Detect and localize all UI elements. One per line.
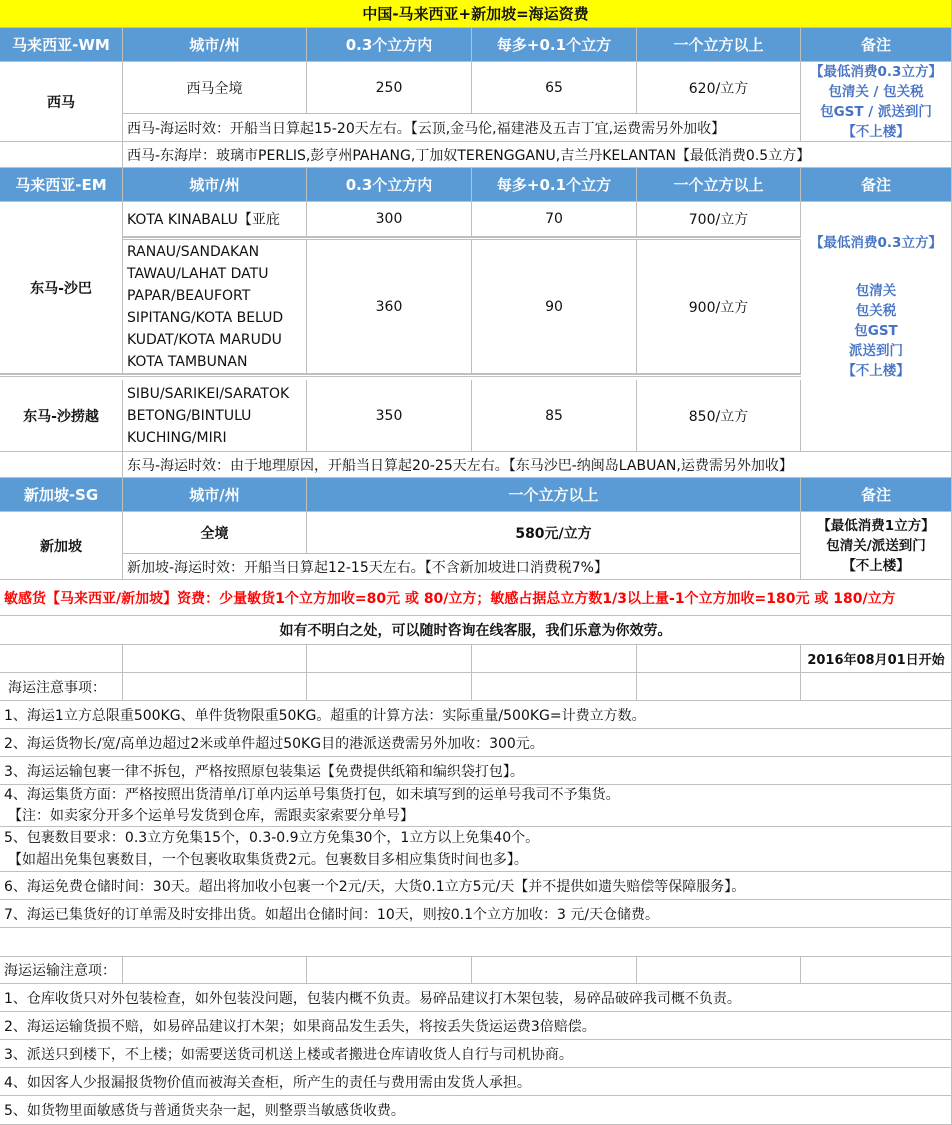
em-row2-price-1cbm: 900/立方 xyxy=(637,240,801,374)
title-row xyxy=(0,0,952,28)
em-row1-price-1cbm: 700/立方 xyxy=(637,202,801,237)
em-row2-city: PAPAR/BEAUFORT xyxy=(127,287,251,304)
wm-timing: 西马-海运时效：开船当日算起15-20天左右。【云顶,金马伦,福建港及五吉丁宜,运费需另外加收】 xyxy=(123,114,801,142)
grid-cell xyxy=(0,928,952,957)
em-row3-price-0.3: 350 xyxy=(307,380,472,452)
note-row xyxy=(0,872,952,900)
sg-price-header: 一个立方以上 xyxy=(307,478,801,512)
notes-title-row xyxy=(0,673,952,701)
sg-price: 580元/立方 xyxy=(307,512,801,554)
note-row xyxy=(0,785,952,827)
empty-row xyxy=(0,928,952,957)
grid-cell xyxy=(472,645,637,673)
wm-header-row xyxy=(0,28,952,62)
wm-note-header: 备注 xyxy=(801,28,952,62)
sg-region-label: 新加坡 xyxy=(0,512,123,580)
transport-title-row xyxy=(0,957,952,984)
wm-east-coast: 西马-东海岸：玻璃市PERLIS,彭亨州PAHANG,丁加奴TERENGGANU,吉兰丹KELANTAN【最低消费0.5立方】 xyxy=(123,142,952,168)
em-row2-city: TAWAU/LAHAT DATU xyxy=(127,265,269,282)
wm-price-1cbm: 620/立方 xyxy=(637,62,801,114)
em-timing: 东马-海运时效：由于地理原因，开船当日算起20-25天左右。【东马沙巴-纳闽岛LABUAN,运费需另外加收】 xyxy=(123,452,952,478)
grid-cell xyxy=(801,673,952,701)
transport-title: 海运运输注意项： xyxy=(0,957,123,984)
sg-region-header: 新加坡-SG xyxy=(0,478,123,512)
em-header-row xyxy=(0,168,952,202)
em-sarawak-label: 东马-沙捞越 xyxy=(0,380,123,452)
em-row1-price-0.3: 300 xyxy=(307,202,472,237)
transport-row xyxy=(0,1096,952,1125)
sg-note-header: 备注 xyxy=(801,478,952,512)
grid-cell xyxy=(472,957,637,984)
transport-row xyxy=(0,984,952,1012)
note-row xyxy=(0,757,952,785)
note-row xyxy=(0,900,952,928)
grid-cell xyxy=(123,957,307,984)
note-line: 【注：如卖家分开多个运单号发货到仓库，需跟卖家索要分单号】 xyxy=(8,807,414,824)
em-note-line: 派送到门 xyxy=(849,342,903,359)
em-body xyxy=(0,202,952,478)
sg-header-row xyxy=(0,478,952,512)
note-line: 5、包裹数目要求：0.3立方免集15个，0.3-0.9立方免集30个，1立方以上免集40个。 xyxy=(4,830,540,846)
date-row xyxy=(0,645,952,673)
em-blank-cell xyxy=(0,452,123,478)
em-city-header: 城市/州 xyxy=(123,168,307,202)
transport-item: 4、如因客人少报漏报货物价值而被海关查柜，所产生的责任与费用需由发货人承担。 xyxy=(0,1068,952,1096)
em-p3-header: 一个立方以上 xyxy=(637,168,801,202)
transport-item: 5、如货物里面敏感货与普通货夹杂一起，则整票当敏感货收费。 xyxy=(0,1096,952,1125)
wm-note-line: 包清关 / 包关税 xyxy=(828,83,924,100)
sg-city: 全境 xyxy=(123,512,307,554)
grid-cell xyxy=(123,673,307,701)
note-item-multi xyxy=(0,827,952,872)
grid-cell xyxy=(0,645,123,673)
sg-timing: 新加坡-海运时效：开船当日算起12-15天左右。【不含新加坡进口消费税7%】 xyxy=(123,554,801,580)
sg-note-line: 【不上楼】 xyxy=(842,557,910,574)
em-note-header: 备注 xyxy=(801,168,952,202)
em-region-header: 马来西亚-EM xyxy=(0,168,123,202)
em-note xyxy=(801,202,952,452)
note-item-multi xyxy=(0,785,952,827)
sensitive-row xyxy=(0,580,952,616)
grid-cell xyxy=(307,957,472,984)
wm-city-header: 城市/州 xyxy=(123,28,307,62)
wm-region-header: 马来西亚-WM xyxy=(0,28,123,62)
em-row2-price-extra: 90 xyxy=(472,240,637,374)
em-p1-header: 0.3个立方内 xyxy=(307,168,472,202)
note-row xyxy=(0,729,952,757)
grid-cell xyxy=(307,645,472,673)
grid-cell xyxy=(637,957,801,984)
note-item: 3、海运运输包裹一律不拆包，严格按照原包装集运【免费提供纸箱和编织袋打包】。 xyxy=(0,757,952,785)
em-row3-price-1cbm: 850/立方 xyxy=(637,380,801,452)
em-row1-price-extra: 70 xyxy=(472,202,637,237)
em-note-line: 包关税 xyxy=(855,302,897,319)
consult-row xyxy=(0,616,952,645)
grid-cell xyxy=(123,645,307,673)
em-sabah-label: 东马-沙巴 xyxy=(0,202,123,374)
em-row2-city: KUDAT/KOTA MARUDU xyxy=(127,331,282,348)
em-row2-cities xyxy=(123,240,307,374)
grid-cell xyxy=(637,645,801,673)
transport-row xyxy=(0,1012,952,1040)
wm-city: 西马全境 xyxy=(123,62,307,114)
sensitive-goods-fee: 敏感货【马来西亚/新加坡】资费：少量敏货1个立方加收=80元 或 80/立方；敏感占据总立方数1/3以上量-1个立方加收=180元 或 180/立方 xyxy=(0,580,952,616)
transport-row xyxy=(0,1068,952,1096)
note-line: 【如超出免集包裹数目，一个包裹收取集货费2元。包裹数目多相应集货时间也多】。 xyxy=(8,852,528,868)
grid-cell xyxy=(472,673,637,701)
transport-row xyxy=(0,1040,952,1068)
note-item: 2、海运货物长/宽/高单边超过2米或单件超过50KG目的港派送费需另外加收：300元。 xyxy=(0,729,952,757)
em-note-line: 【不上楼】 xyxy=(842,362,910,379)
wm-note xyxy=(801,62,952,142)
em-note-line: 包GST xyxy=(854,322,898,339)
notes-title: 海运注意事项： xyxy=(0,673,123,701)
em-note-line: 包清关 xyxy=(855,282,897,299)
em-row3-price-extra: 85 xyxy=(472,380,637,452)
transport-item: 2、海运运输货损不赔，如易碎品建议打木架；如果商品发生丢失，将按丢失货运运费3倍赔偿。 xyxy=(0,1012,952,1040)
note-line: 4、海运集货方面：严格按照出货清单/订单内运单号集货打包，如未填写到的运单号我司不予集货。 xyxy=(4,786,620,803)
start-date: 2016年08月01日开始 xyxy=(801,645,952,673)
wm-note-line: 【不上楼】 xyxy=(842,123,910,140)
em-row3-city: KUCHING/MIRI xyxy=(127,429,227,446)
note-row xyxy=(0,701,952,729)
note-item: 1、海运1立方总限重500KG、单件货物限重50KG。超重的计算方法：实际重量/500KG=计费立方数。 xyxy=(0,701,952,729)
wm-blank-cell xyxy=(0,142,123,168)
sheet-title: 中国-马来西亚+新加坡=海运资费 xyxy=(0,0,952,28)
sg-city-header: 城市/州 xyxy=(123,478,307,512)
grid-cell xyxy=(801,957,952,984)
sg-note-line: 【最低消费1立方】 xyxy=(817,517,935,534)
wm-region-label: 西马 xyxy=(0,62,123,142)
em-p2-header: 每多+0.1个立方 xyxy=(472,168,637,202)
em-note-line: 【最低消费0.3立方】 xyxy=(810,234,942,251)
wm-body xyxy=(0,62,952,168)
em-row3-city: SIBU/SARIKEI/SARATOK xyxy=(127,385,290,402)
em-row2-city: SIPITANG/KOTA BELUD xyxy=(127,309,284,326)
consult-message: 如有不明白之处，可以随时咨询在线客服，我们乐意为你效劳。 xyxy=(0,616,952,645)
wm-p2-header: 每多+0.1个立方 xyxy=(472,28,637,62)
wm-note-line: 包GST / 派送到门 xyxy=(820,103,932,120)
wm-p1-header: 0.3个立方内 xyxy=(307,28,472,62)
em-row2-price-0.3: 360 xyxy=(307,240,472,374)
wm-note-line: 【最低消费0.3立方】 xyxy=(810,63,942,80)
em-row2-city: KOTA TAMBUNAN xyxy=(127,353,248,370)
transport-item: 3、派送只到楼下，不上楼；如需要送货司机送上楼或者搬进仓库请收货人自行与司机协商。 xyxy=(0,1040,952,1068)
sg-body xyxy=(0,512,952,580)
note-row xyxy=(0,827,952,872)
wm-price-0.3: 250 xyxy=(307,62,472,114)
note-item: 6、海运免费仓储时间：30天。超出将加收小包裹一个2元/天，大货0.1立方5元/天【并不提供如遗失赔偿等保障服务】。 xyxy=(0,872,952,900)
grid-cell xyxy=(637,673,801,701)
transport-item: 1、仓库收货只对外包装检查，如外包装没问题，包装内概不负责。易碎品建议打木架包装，易碎品破碎我司概不负责。 xyxy=(0,984,952,1012)
grid-cell xyxy=(307,673,472,701)
wm-p3-header: 一个立方以上 xyxy=(637,28,801,62)
wm-price-extra: 65 xyxy=(472,62,637,114)
em-row1-city: KOTA KINABALU【亚庇 xyxy=(123,202,307,237)
em-row2-city: RANAU/SANDAKAN xyxy=(127,243,260,260)
sg-note xyxy=(801,512,952,580)
em-row3-cities xyxy=(123,380,307,452)
em-region-divider xyxy=(0,374,801,377)
note-item: 7、海运已集货好的订单需及时安排出货。如超出仓储时间：10天，则按0.1个立方加收：3 元/天仓储费。 xyxy=(0,900,952,928)
em-row3-city: BETONG/BINTULU xyxy=(127,407,252,424)
sg-note-line: 包清关/派送到门 xyxy=(826,537,926,554)
